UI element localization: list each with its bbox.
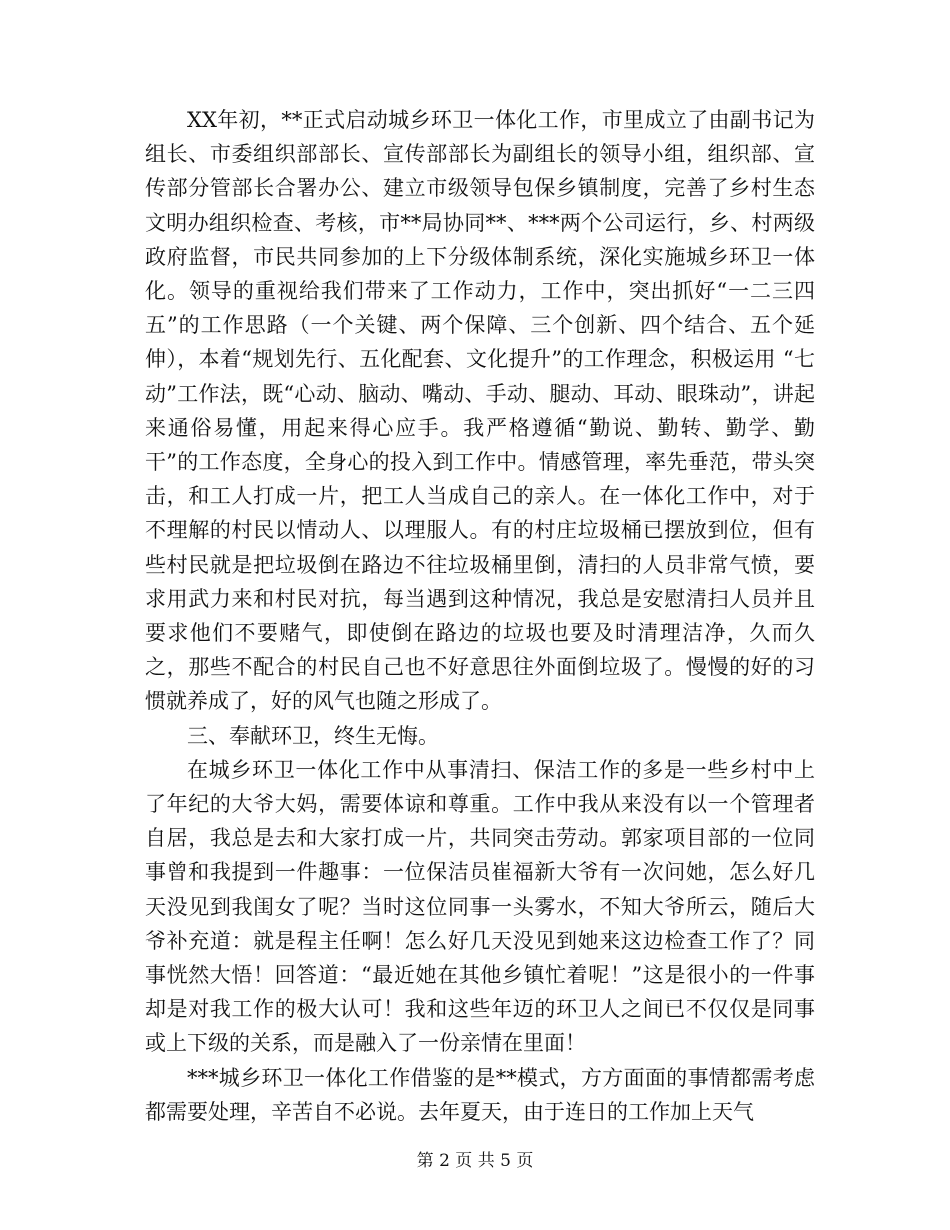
paragraph-3: ***城乡环卫一体化工作借鉴的是**模式，方方面面的事情都需考虑都需要处理，辛苦自不必说。去年夏天，由于连日的工作加上天气 xyxy=(145,1065,815,1124)
document-body xyxy=(145,103,815,1129)
paragraph-1: XX年初，**正式启动城乡环卫一体化工作，市里成立了由副书记为组长、市委组织部部长、宣传部部长为副组长的领导小组，组织部、宣传部分管部长合署办公、建立市级领导包保乡镇制度，完善了乡村生态文明办组织检查、考核，市**局协同**、***两个公司运行，乡、村两级政府监督，市民共同参加的上下分级体制系统，深化实施城乡环卫一体化。领导的重视给我们带来了工作动力，工作中，突出抓好“一二三四五”的工作思路（一个关键、两个保障、三个创新、四个结合、五个延伸），本着“规划先行、五化配套、文化提升”的工作理念，积极运用 “七动”工作法，既“心动、脑动、嘴动、手动、腿动、耳动、眼珠动”，讲起来通俗易懂，用起来得心应手。我严格遵循“勤说、勤转、勤学、勤干”的工作态度，全身心的投入到工作中。情感管理，率先垂范，带头突击，和工人打成一片，把工人当成自己的亲人。在一体化工作中，对于不理解的村民以情动人、以理服人。有的村庄垃圾桶已摆放到位，但有些村民就是把垃圾倒在路边不往垃圾桶里倒，清扫的人员非常气愤，要求用武力来和村民对抗，每当遇到这种情况，我总是安慰清扫人员并且要求他们不要赌气，即使倒在路边的垃圾也要及时清理洁净，久而久之，那些不配合的村民自己也不好意思往外面倒垃圾了。慢慢的好的习惯就养成了，好的风气也随之形成了。 xyxy=(145,108,815,714)
section-heading-3: 三、奉献环卫，终生无悔。 xyxy=(187,723,439,748)
page-number-footer: 第 2 页 共 5 页 xyxy=(416,1151,534,1171)
paragraph-2: 在城乡环卫一体化工作中从事清扫、保洁工作的多是一些乡村中上了年纪的大爷大妈，需要体谅和尊重。工作中我从来没有以一个管理者自居，我总是去和大家打成一片，共同突击劳动。郭家项目部的一位同事曾和我提到一件趣事：一位保洁员崔福新大爷有一次问她，怎么好几天没见到我闺女了呢？当时这位同事一头雾水，不知大爷所云，随后大爷补充道：就是程主任啊！怎么好几天没见到她来这边检查工作了？同事恍然大悟！回答道：“最近她在其他乡镇忙着呢！”这是很小的一件事却是对我工作的极大认可！我和这些年迈的环卫人之间已不仅仅是同事或上下级的关系，而是融入了一份亲情在里面！ xyxy=(145,757,815,1056)
